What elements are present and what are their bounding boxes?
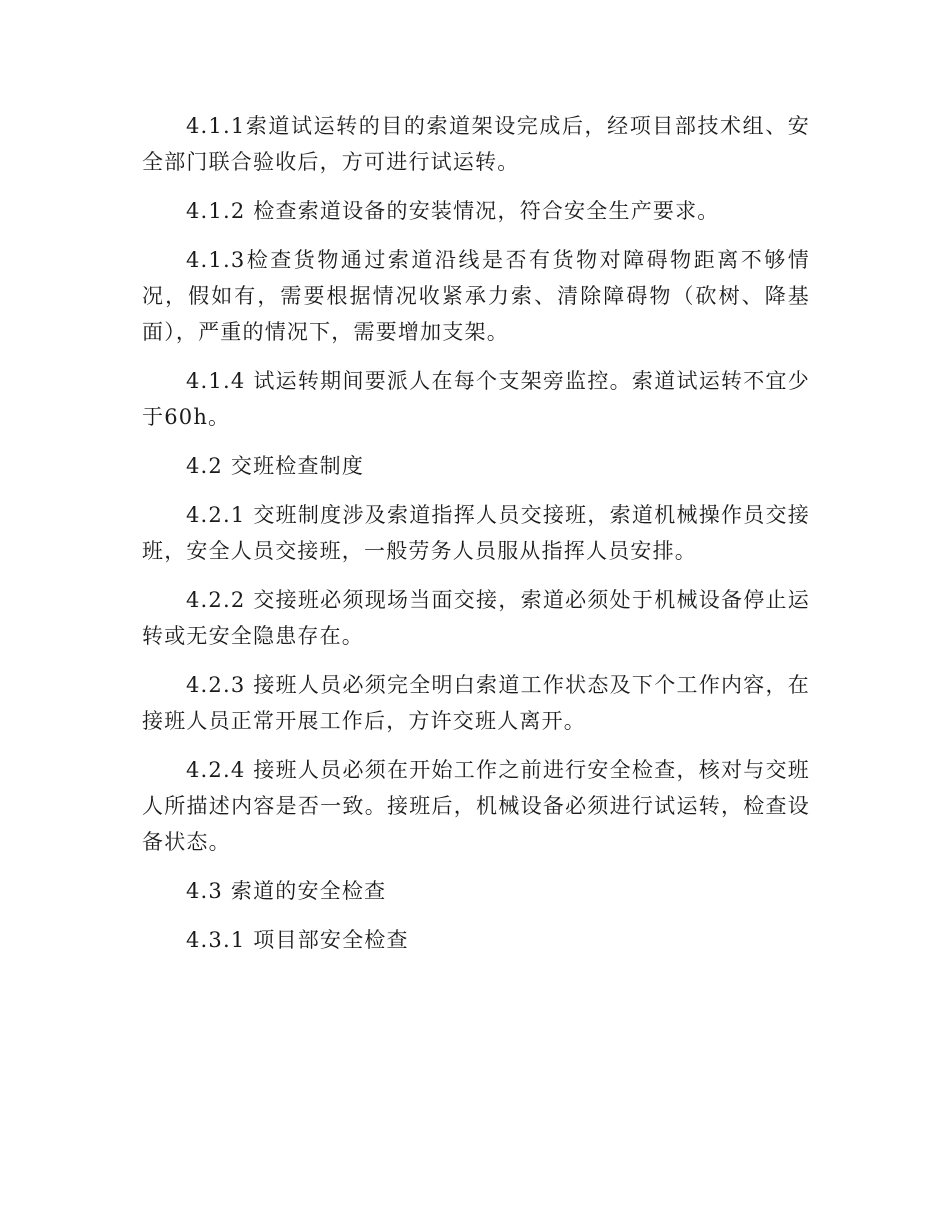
paragraph-4-2-3: 4.2.3 接班人员必须完全明白索道工作状态及下个工作内容，在接班人员正常开展工作后，方许交班人离开。 — [142, 673, 810, 733]
section-heading-4-2: 4.2 交班检查制度 — [186, 454, 365, 478]
paragraph-4-2-1: 4.2.1 交班制度涉及索道指挥人员交接班，索道机械操作员交接班，安全人员交接班，一般劳务人员服从指挥人员安排。 — [142, 503, 810, 563]
subsection-heading-4-3-1: 4.3.1 项目部安全检查 — [186, 928, 409, 952]
paragraph-4-1-4: 4.1.4 试运转期间要派人在每个支架旁监控。索道试运转不宜少于60h。 — [142, 369, 810, 429]
paragraph-4-1-1: 4.1.1索道试运转的目的索道架设完成后，经项目部技术组、安全部门联合验收后，方可进行试运转。 — [142, 114, 810, 174]
document-body — [142, 108, 810, 971]
paragraph-4-1-2: 4.1.2 检查索道设备的安装情况，符合安全生产要求。 — [186, 199, 720, 223]
paragraph-4-2-2: 4.2.2 交接班必须现场当面交接，索道必须处于机械设备停止运转或无安全隐患存在。 — [142, 588, 810, 648]
section-heading-4-3: 4.3 索道的安全检查 — [186, 879, 387, 903]
paragraph-4-2-4: 4.2.4 接班人员必须在开始工作之前进行安全检查，核对与交班人所描述内容是否一致。接班后，机械设备必须进行试运转，检查设备状态。 — [142, 758, 810, 854]
paragraph-4-1-3: 4.1.3检查货物通过索道沿线是否有货物对障碍物距离不够情况，假如有，需要根据情况收紧承力索、清除障碍物（砍树、降基面），严重的情况下，需要增加支架。 — [142, 248, 810, 344]
